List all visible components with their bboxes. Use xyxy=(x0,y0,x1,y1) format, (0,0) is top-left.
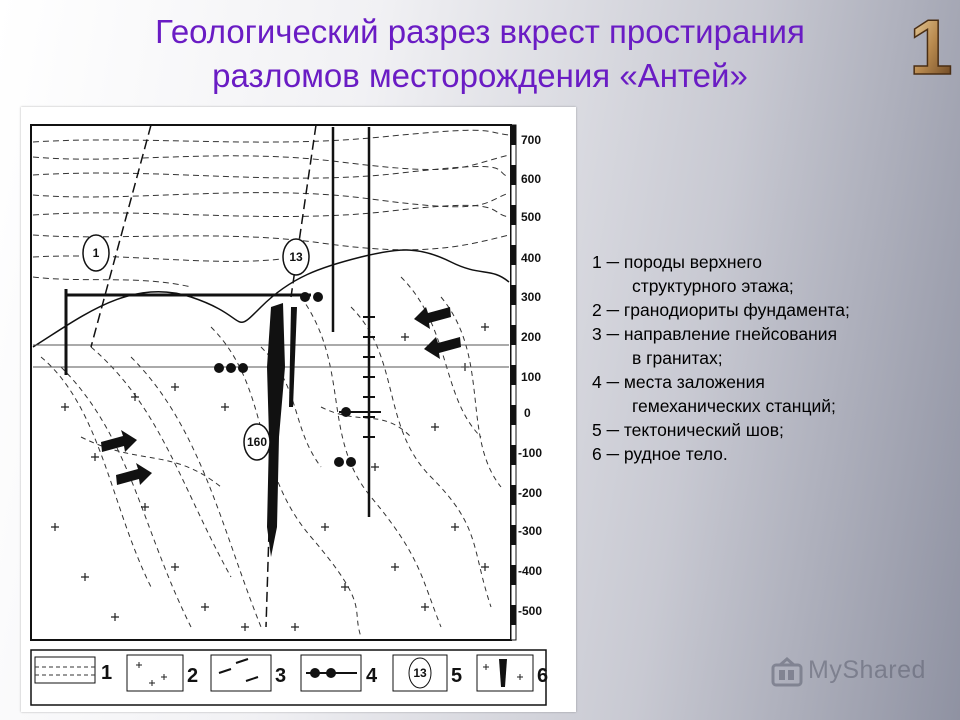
fault-callout-1-text: 1 xyxy=(92,246,100,260)
elevation-label: 300 xyxy=(521,290,542,304)
legend-item-text: 4 ─ места заложения xyxy=(592,372,765,392)
elevation-label: 0 xyxy=(524,406,531,420)
legend-item-continuation: структурного этажа; xyxy=(632,276,794,296)
key-3 xyxy=(211,655,286,691)
elevation-label: 500 xyxy=(521,210,542,224)
legend-item-text: 3 ─ направление гнейсования xyxy=(592,324,838,344)
elevation-label: -400 xyxy=(518,564,543,578)
elevation-label: 700 xyxy=(521,133,542,147)
geological-section-figure xyxy=(21,107,576,712)
elevation-label: 100 xyxy=(521,370,542,384)
key-callout-text: 13 xyxy=(413,666,427,680)
key-number: 5 xyxy=(451,665,463,687)
elevation-label: -100 xyxy=(518,446,543,460)
legend-item xyxy=(592,298,952,322)
myshared-logo-icon xyxy=(770,656,804,690)
slide-title-line1: Геологический разрез вкрест простирания xyxy=(155,13,805,50)
slide-number xyxy=(906,4,956,84)
key-1 xyxy=(35,657,112,684)
legend-item-continuation: гемеханических станций; xyxy=(632,396,836,416)
fault-callout-13-text: 13 xyxy=(289,250,303,264)
elevation-label: 600 xyxy=(521,172,542,186)
slide-title xyxy=(60,10,900,98)
myshared-watermark-text: MyShared xyxy=(808,656,926,684)
key-2 xyxy=(127,655,198,691)
fault-callout-160 xyxy=(244,424,270,460)
fault-callout-1 xyxy=(83,235,109,271)
legend-item xyxy=(592,250,952,298)
elevation-label: 200 xyxy=(521,330,542,344)
legend-item xyxy=(592,442,952,466)
key-number: 4 xyxy=(366,665,378,687)
fault-callout-160-text: 160 xyxy=(246,435,268,449)
legend-item-text: 5 ─ тектонический шов; xyxy=(592,420,784,440)
station-markers xyxy=(214,292,356,467)
elevation-label: 400 xyxy=(521,251,542,265)
legend xyxy=(592,250,952,466)
legend-item xyxy=(592,418,952,442)
legend-item-text: 2 ─ гранодиориты фундамента; xyxy=(592,300,850,320)
key-5 xyxy=(393,655,462,691)
key-number: 2 xyxy=(187,665,199,687)
legend-item-text: 6 ─ рудное тело. xyxy=(592,444,728,464)
geological-section-drawing xyxy=(21,107,576,712)
key-number: 6 xyxy=(537,665,549,687)
elevation-label: -500 xyxy=(518,604,543,618)
key-number: 1 xyxy=(101,662,113,684)
key-number: 3 xyxy=(275,665,287,687)
key-6 xyxy=(477,655,548,691)
legend-item-continuation: в гранитах; xyxy=(632,348,723,368)
slide-title-line2: разломов месторождения «Антей» xyxy=(212,57,748,94)
myshared-watermark[interactable] xyxy=(770,652,940,692)
key-4 xyxy=(301,655,378,691)
fault-callout-13 xyxy=(283,239,309,275)
elevation-label: -300 xyxy=(518,524,543,538)
symbol-key xyxy=(35,655,548,691)
legend-item xyxy=(592,370,952,418)
legend-item-text: 1 ─ породы верхнего xyxy=(592,252,763,272)
elevation-labels xyxy=(518,133,542,618)
legend-item xyxy=(592,322,952,370)
ore-body xyxy=(267,303,285,557)
elevation-label: -200 xyxy=(518,486,543,500)
slide-number-text: 1 xyxy=(909,4,953,84)
